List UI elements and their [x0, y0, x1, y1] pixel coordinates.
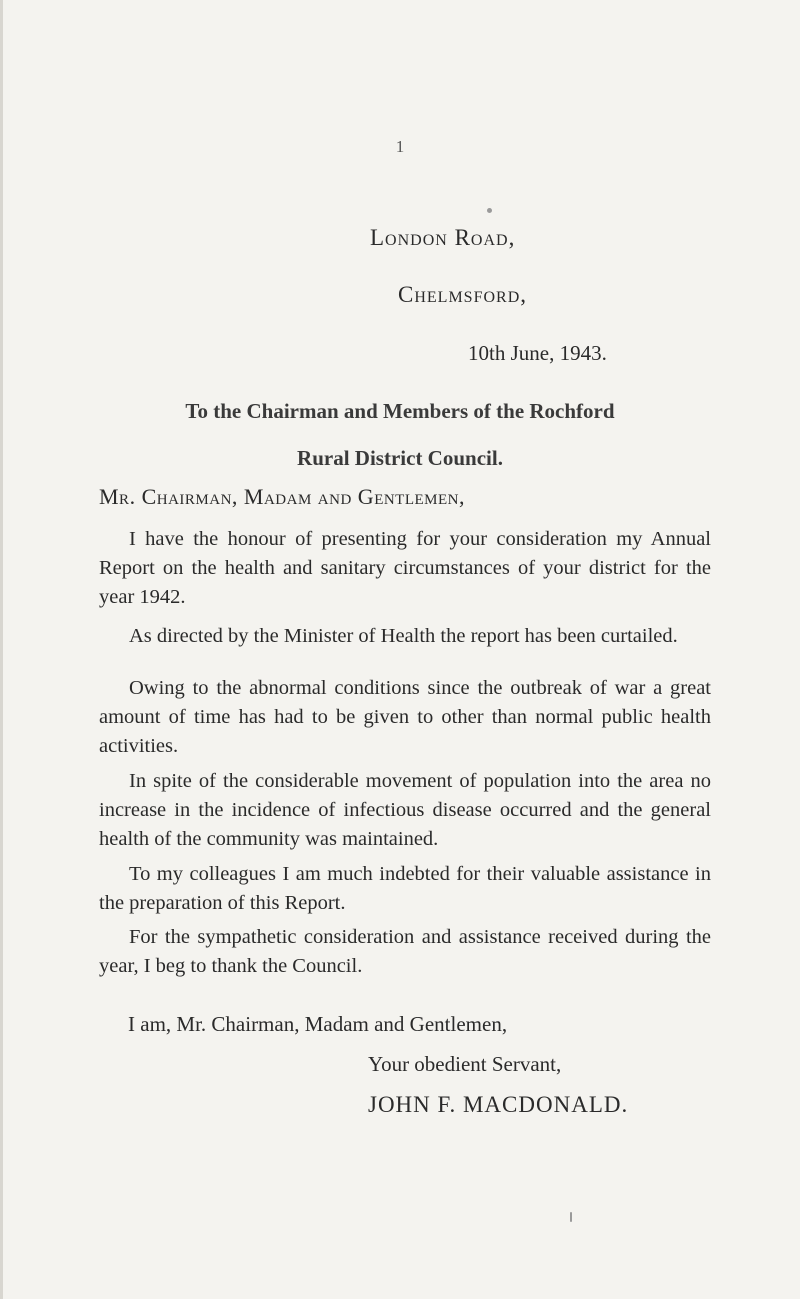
paragraph-population-movement: In spite of the considerable movement of population into the area no increase in the incidence of infectious disease occurred and the general health of the community was maintained. — [99, 770, 711, 850]
paragraph-abnormal-conditions: Owing to the abnormal conditions since the outbreak of war a great amount of time has had to be given to other than normal public health activities. — [99, 677, 711, 757]
address-street: London Road, — [370, 225, 516, 250]
address-town: Chelmsford, — [398, 282, 527, 307]
addressee-line-1: To the Chairman and Members of the Rochford — [185, 399, 615, 423]
closing-line-2: Your obedient Servant, — [368, 1052, 562, 1076]
paper-speck — [570, 1212, 572, 1222]
paragraph-thanks: For the sympathetic consideration and assistance received during the year, I beg to thank the Council. — [99, 926, 711, 977]
addressee-line-2: Rural District Council. — [297, 446, 503, 470]
signature: JOHN F. MACDONALD. — [368, 1092, 629, 1117]
paper-speck — [487, 208, 492, 213]
greeting: Mr. Chairman, Madam and Gentlemen, — [99, 484, 466, 509]
page-edge — [0, 0, 3, 1299]
paragraph-report-intro: I have the honour of presenting for your consideration my Annual Report on the health and sanitary circumstances of your district for the year 1942. — [99, 528, 711, 608]
letter-date: 10th June, 1943. — [468, 341, 607, 365]
paragraph-curtailed: As directed by the Minister of Health the report has been curtailed. — [129, 625, 678, 647]
closing-line-1: I am, Mr. Chairman, Madam and Gentlemen, — [128, 1012, 508, 1036]
page-number: 1 — [395, 137, 405, 156]
paragraph-colleagues: To my colleagues I am much indebted for their valuable assistance in the preparation of this Report. — [99, 863, 711, 914]
